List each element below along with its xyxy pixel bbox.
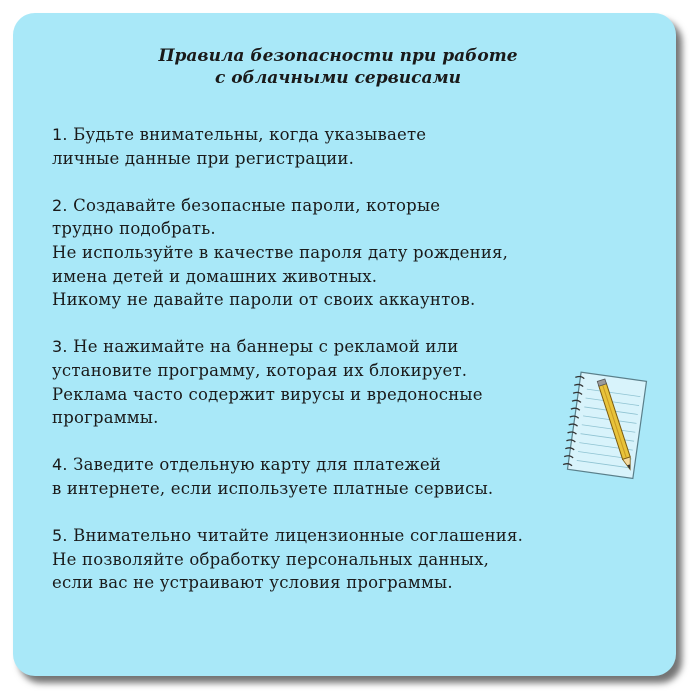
rule-text: Заведите отдельную карту для платежей xyxy=(67,455,441,475)
rule-5 xyxy=(52,524,652,595)
rule-line xyxy=(52,123,652,147)
rule-number: 4. xyxy=(52,455,68,475)
rule-line: в интернете, если используете платные сервисы. xyxy=(52,478,494,498)
rule-number: 1. xyxy=(52,125,68,144)
rule-1 xyxy=(52,123,652,170)
rule-line xyxy=(52,335,652,359)
title-line-1: Правила безопасности при работе xyxy=(158,46,518,66)
rule-text: Создавайте безопасные пароли, которые xyxy=(67,195,441,215)
rule-line: программы. xyxy=(52,408,159,428)
rule-number: 2. xyxy=(52,195,68,215)
rule-line: установите программу, которая их блокирует. xyxy=(52,360,468,380)
rule-number: 3. xyxy=(52,337,68,357)
rule-line xyxy=(52,194,652,218)
rule-line xyxy=(52,524,652,548)
rule-line: имена детей и домашних животных. xyxy=(52,266,378,286)
page-title xyxy=(0,45,676,89)
rule-text: Внимательно читайте лицензионные соглашения. xyxy=(67,526,524,546)
rule-line: Реклама часто содержит вирусы и вредоносные xyxy=(52,384,483,404)
notebook-with-pencil-icon xyxy=(560,368,650,483)
rule-line: Не используйте в качестве пароля дату рождения, xyxy=(52,242,509,262)
rule-text: Будьте внимательны, когда указываете xyxy=(67,125,427,144)
rule-line: если вас не устраивают условия программы. xyxy=(52,573,453,593)
rule-text: Не нажимайте на баннеры с рекламой или xyxy=(67,337,459,357)
rule-line: трудно подобрать. xyxy=(52,219,216,239)
title-line-2: с облачными сервисами xyxy=(214,68,462,88)
rule-2 xyxy=(52,194,652,312)
rule-number: 5. xyxy=(52,526,68,546)
rule-line: Не позволяйте обработку персональных данных, xyxy=(52,549,490,569)
rule-line: Никому не давайте пароли от своих аккаунтов. xyxy=(52,290,476,310)
rule-line: личные данные при регистрации. xyxy=(52,148,355,168)
